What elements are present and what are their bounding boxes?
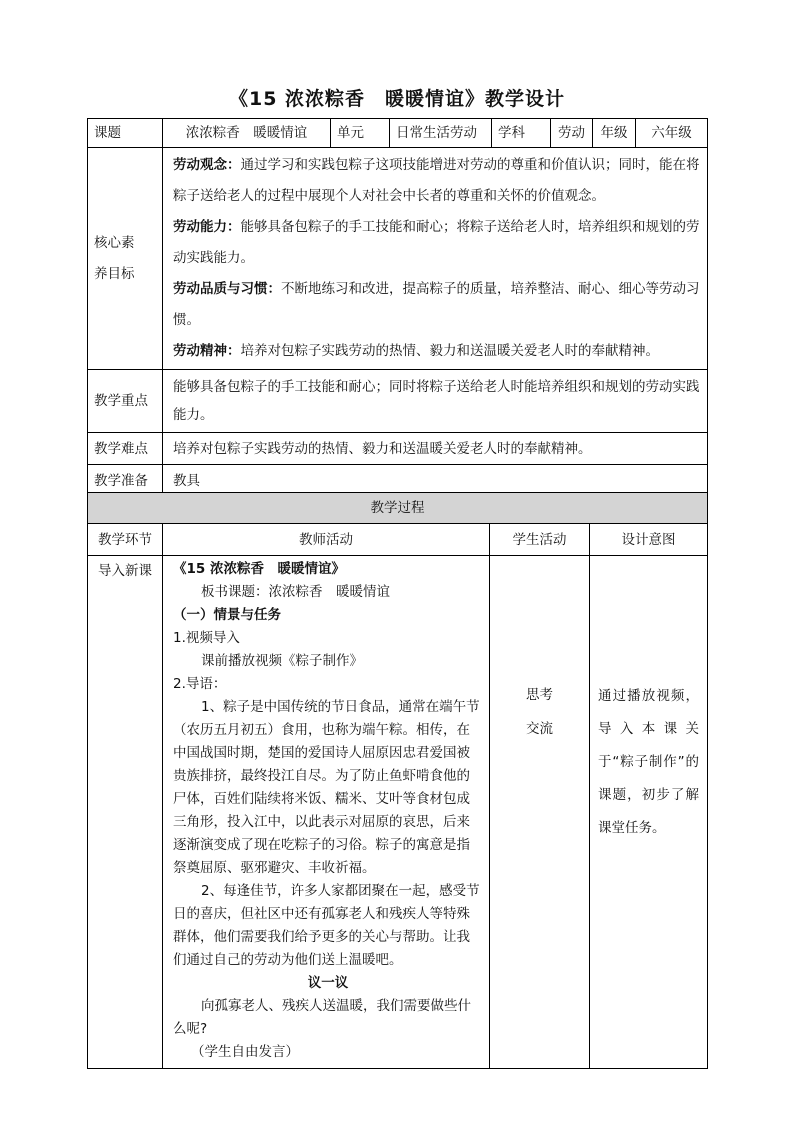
teacher-activity (163, 556, 490, 1069)
goal-concept-head: 劳动观念： (173, 157, 241, 173)
design-intent-text: 通过播放视频，导入本课关于“粽子制作”的课题，初步了解课堂任务。 (598, 688, 699, 836)
goals-label (88, 148, 163, 370)
col-teacher: 教师活动 (163, 524, 490, 556)
goal-quality-text: 不断地练习和改进，提高粽子的质量，培养整洁、耐心、细心等劳动习惯。 (173, 281, 700, 328)
process-header-row (88, 493, 708, 524)
subject-label: 学科 (492, 119, 551, 148)
discuss-heading: 议一议 (307, 975, 349, 991)
goal-concept (173, 150, 701, 212)
goals-content (163, 148, 708, 370)
topic-label: 课题 (88, 119, 163, 148)
design-intent (590, 556, 708, 1069)
board-topic: 板书课题：浓浓粽香 暖暖情谊 (201, 584, 390, 600)
document-title: 《15 浓浓粽香 暖暖情谊》教学设计 (228, 88, 566, 110)
goal-spirit-text: 培养对包粽子实践劳动的热情、毅力和送温暖关爱老人时的奉献精神。 (240, 343, 659, 359)
teaching-process-table (87, 492, 708, 1069)
key-point-label: 教学重点 (88, 370, 163, 433)
col-student: 学生活动 (490, 524, 590, 556)
difficulty-label: 教学难点 (88, 433, 163, 465)
section-scenario: （一）情景与任务 (173, 607, 281, 623)
student-activity (490, 556, 590, 1069)
subject-value: 劳动 (551, 119, 593, 148)
prep-text: 教具 (163, 465, 708, 497)
student-think: 思考 (526, 687, 553, 703)
topic-value: 浓浓粽香 暖暖情谊 (163, 119, 331, 148)
lesson-title: 《15 浓浓粽香 暖暖情谊》 (173, 561, 345, 577)
stage-cell: 导入新课 (88, 556, 163, 1069)
goal-ability-head: 劳动能力： (173, 219, 241, 235)
process-header: 教学过程 (88, 493, 708, 524)
process-columns-row (88, 524, 708, 556)
unit-value: 日常生活劳动 (390, 119, 492, 148)
key-point-text: 能够具备包粽子的手工技能和耐心；同时将粽子送给老人时能培养组织和规划的劳动实践能力。 (163, 370, 708, 433)
discuss-question: 向孤寡老人、残疾人送温暖，我们需要做些什么呢? (173, 998, 471, 1037)
student-exchange: 交流 (526, 721, 553, 737)
item-video: 1.视频导入 (173, 630, 240, 646)
difficulty-row (88, 433, 708, 465)
intro-paragraph-2: 2、每逢佳节，许多人家都团聚在一起，感受节日的喜庆，但社区中还有孤寡老人和残疾人等特殊群体，他们需要我们给予更多的关心与帮助。让我们通过自己的劳动为他们送上温暖吧。 (173, 883, 480, 968)
free-speech: （学生自由发言） (191, 1044, 299, 1060)
goals-label-line2: 养目标 (94, 265, 135, 282)
goal-ability-text: 能够具备包粽子的手工技能和耐心；将粽子送给老人时，培养组织和规划的劳动实践能力。 (173, 219, 700, 266)
goals-row (88, 148, 708, 370)
course-info-table (87, 118, 708, 497)
goal-quality (173, 274, 701, 336)
item-intro: 2.导语： (173, 676, 227, 692)
goal-quality-head: 劳动品质与习惯： (173, 281, 281, 297)
goals-label-line1: 核心素 (94, 234, 135, 251)
grade-label: 年级 (593, 119, 636, 148)
intro-paragraph-1: 1、粽子是中国传统的节日食品，通常在端午节（农历五月初五）食用，也称为端午粽。相传，在中国战国时期，楚国的爱国诗人屈原因忠君爱国被贵族排挤，最终投江自尽。为了防止鱼虾啃食他的尸体，百姓们陆续将米饭、糯米、艾叶等食材包成三角形，投入江中，以此表示对屈原的哀思，后来逐渐演变成了现在吃粽子的习俗。粽子的寓意是指祭奠屈原、驱邪避灾、丰收祈福。 (173, 699, 480, 876)
prep-label: 教学准备 (88, 465, 163, 497)
info-row (88, 119, 708, 148)
intro-row (88, 556, 708, 1069)
goal-concept-text: 通过学习和实践包粽子这项技能增进对劳动的尊重和价值认识；同时，能在将粽子送给老人的过程中展现个人对社会中长者的尊重和关怀的价值观念。 (173, 157, 700, 204)
grade-value: 六年级 (636, 119, 708, 148)
col-stage: 教学环节 (88, 524, 163, 556)
goal-ability (173, 212, 701, 274)
col-intent: 设计意图 (590, 524, 708, 556)
difficulty-text: 培养对包粽子实践劳动的热情、毅力和送温暖关爱老人时的奉献精神。 (163, 433, 708, 465)
goal-spirit (173, 336, 701, 367)
item-video-text: 课前播放视频《粽子制作》 (201, 653, 363, 669)
goal-spirit-head: 劳动精神： (173, 343, 241, 359)
unit-label: 单元 (331, 119, 390, 148)
key-point-row (88, 370, 708, 433)
